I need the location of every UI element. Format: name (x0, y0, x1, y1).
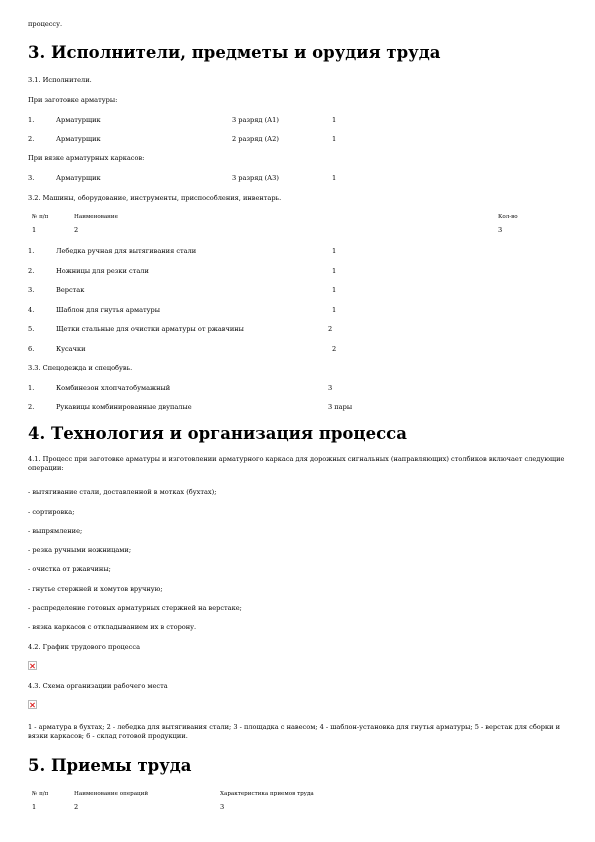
subsection-3-2: 3.2. Машины, оборудование, инструменты, приспособления, инвентарь. (28, 194, 282, 202)
worker-role: Арматурщик (56, 116, 101, 124)
worker-num: 3. (28, 174, 35, 182)
worker-grade: 2 разряд (А2) (232, 135, 279, 143)
worker-count: 1 (332, 116, 337, 124)
clothing-num: 2. (28, 403, 35, 411)
operation-item: - вязка каркасов с откладыванием их в сторону. (28, 623, 197, 631)
tool-num: 5. (28, 325, 35, 333)
tool-qty: 1 (332, 267, 337, 275)
section-4-heading: 4. Технология и организация процесса (28, 424, 407, 443)
section-4-intro: 4.1. Процесс при заготовке арматуры и изготовлении арматурного каркаса для дорожных сигнальных (направляющих) столбиков включает следующие операции: (28, 455, 565, 472)
operation-item: - вытягивание стали, доставленной в мотках (бухтах); (28, 488, 217, 496)
clothing-qty: 3 (328, 384, 333, 392)
clothing-name: Рукавицы комбинированные двупалые (56, 403, 192, 411)
tool-qty: 1 (332, 247, 337, 255)
worker-num: 2. (28, 135, 35, 143)
subsection-3-1: 3.1. Исполнители. (28, 76, 92, 84)
tools-header-qty: Кол-во (498, 214, 518, 220)
tool-name: Ножницы для резки стали (56, 267, 149, 275)
subsection-4-3: 4.3. Схема организации рабочего места (28, 682, 168, 690)
worker-grade: 3 разряд (А3) (232, 174, 279, 182)
techniques-header-op: Наименование операций (74, 791, 149, 797)
operation-item: - сортировка; (28, 508, 75, 516)
techniques-header-desc: Характеристика приемов труда (220, 791, 314, 797)
broken-image-icon (28, 661, 37, 670)
operation-item: - распределение готовых арматурных стержней на верстаке; (28, 604, 242, 612)
tool-qty: 2 (332, 345, 337, 353)
operation-item: - очистка от ржавчины; (28, 565, 111, 573)
techniques-index-op: 2 (74, 803, 79, 811)
tool-qty: 2 (328, 325, 333, 333)
tool-name: Кусачки (56, 345, 86, 353)
tool-qty: 1 (332, 286, 337, 294)
worker-grade: 3 разряд (А1) (232, 116, 279, 124)
techniques-index-num: 1 (32, 803, 37, 811)
operation-item: - резка ручными ножницами; (28, 546, 132, 554)
operation-item: - гнутье стержней и хомутов вручную; (28, 585, 163, 593)
tools-header-name: Наименование (74, 214, 118, 220)
broken-image-icon (28, 700, 37, 709)
tool-num: 1. (28, 247, 35, 255)
tool-name: Шаблон для гнутья арматуры (56, 306, 161, 314)
tools-index-num: 1 (32, 226, 37, 234)
tool-num: 6. (28, 345, 35, 353)
tools-index-name: 2 (74, 226, 79, 234)
tools-index-qty: 3 (498, 226, 503, 234)
clothing-qty: 3 пары (328, 403, 353, 411)
tool-name: Лебедка ручная для вытягивания стали (56, 247, 197, 255)
techniques-header-num: № п/п (32, 791, 49, 797)
group-label-preparation: При заготовке арматуры: (28, 96, 118, 104)
section-5-heading: 5. Приемы труда (28, 756, 192, 775)
operation-item: - выпрямление; (28, 527, 83, 535)
techniques-index-desc: 3 (220, 803, 225, 811)
tool-num: 3. (28, 286, 35, 294)
subsection-4-2: 4.2. График трудового процесса (28, 643, 140, 651)
tools-header-num: № п/п (32, 214, 49, 220)
workplace-legend: 1 - арматура в бухтах; 2 - лебедка для вытягивания стали; 3 - площадка с навесом; 4 - шаблон-установка для гнутья арматуры; 5 - верстак для сборки и вязки каркасов; 6 - склад готовой продукции. (28, 723, 560, 740)
clothing-num: 1. (28, 384, 35, 392)
worker-count: 1 (332, 174, 337, 182)
worker-count: 1 (332, 135, 337, 143)
top-fragment: процессу. (28, 20, 63, 28)
clothing-name: Комбинезон хлопчатобумажный (56, 384, 171, 392)
tool-num: 2. (28, 267, 35, 275)
section-3-heading: 3. Исполнители, предметы и орудия труда (28, 43, 441, 62)
group-label-tying: При вязке арматурных каркасов: (28, 154, 145, 162)
subsection-3-3: 3.3. Спецодежда и спецобувь. (28, 364, 133, 372)
tool-name: Верстак (56, 286, 85, 294)
worker-role: Арматурщик (56, 135, 101, 143)
tool-num: 4. (28, 306, 35, 314)
worker-num: 1. (28, 116, 35, 124)
tool-name: Щетки стальные для очистки арматуры от ржавчины (56, 325, 244, 333)
worker-role: Арматурщик (56, 174, 101, 182)
tool-qty: 1 (332, 306, 337, 314)
